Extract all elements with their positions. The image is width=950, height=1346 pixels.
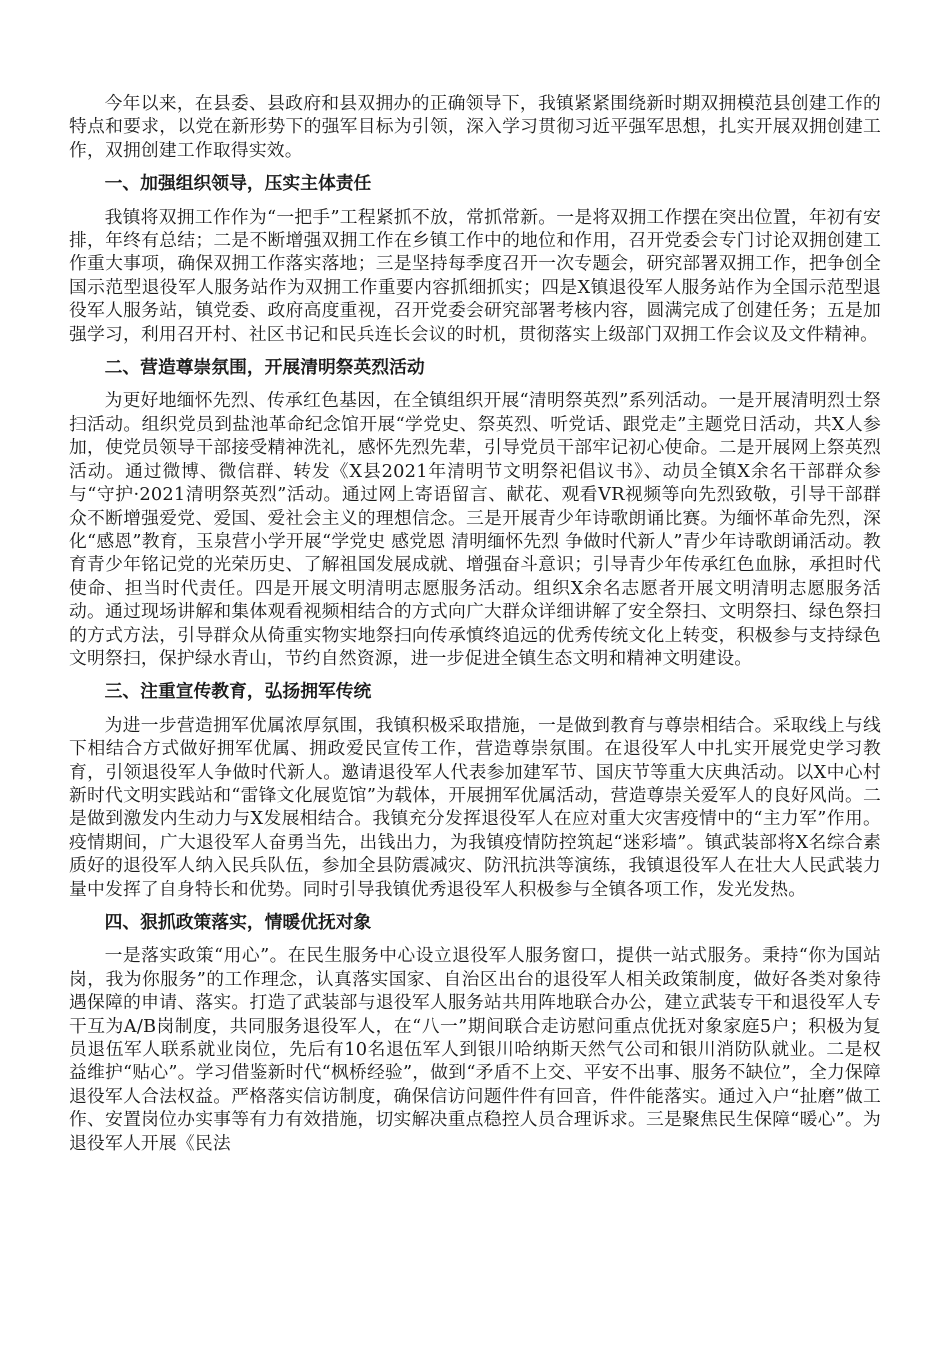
section-2-body: 为更好地缅怀先烈、传承红色基因，在全镇组织开展“清明祭英烈”系列活动。一是开展清明烈士祭扫活动。组织党员到盐池革命纪念馆开展“学党史、祭英烈、听党话、跟党走”主题党日活动，共X人参加，使党员领导干部接受精神洗礼，感怀先烈先辈，引导党员干部牢记初心使命。二是开展网上祭英烈活动。通过微博、微信群、转发《X县2021年清明节文明祭祀倡议书》、动员全镇X余名干部群众参与“守护·2021清明祭英烈”活动。通过网上寄语留言、献花、观看VR视频等向先烈致敬，引导干部群众不断增强爱党、爱国、爱社会主义的理想信念。三是开展青少年诗歌朗诵比赛。为缅怀革命先烈，深化“感恩”教育，玉泉营小学开展“学党史 感党恩 清明缅怀先烈 争做时代新人”青少年诗歌朗诵活动。教育青少年铭记党的光荣历史、了解祖国发展成就、增强奋斗意识；引导青少年传承红色血脉，承担时代使命、担当时代责任。四是开展文明清明志愿服务活动。组织X余名志愿者开展文明清明志愿服务活动。通过现场讲解和集体观看视频相结合的方式向广大群众详细讲解了安全祭扫、文明祭扫、绿色祭扫的方式方法，引导群众从倚重实物实地祭扫向传承慎终追远的优秀传统文化上转变，积极参与支持绿色文明祭扫，保护绿水青山，节约自然资源，进一步促进全镇生态文明和精神文明建设。 [69, 390, 881, 669]
section-1-body: 我镇将双拥工作作为“一把手”工程紧抓不放，常抓常新。一是将双拥工作摆在突出位置，年初有安排，年终有总结；二是不断增强双拥工作在乡镇工作中的地位和作用，召开党委会专门讨论双拥创建工作重大事项，确保双拥工作落实落地；三是坚持每季度召开一次专题会，研究部署双拥工作，把争创全国示范型退役军人服务站作为双拥工作重要内容抓细抓实；四是X镇退役军人服务站作为全国示范型退役军人服务站，镇党委、政府高度重视，召开党委会研究部署考核内容，圆满完成了创建任务；五是加强学习，利用召开村、社区书记和民兵连长会议的时机，贯彻落实上级部门双拥工作会议及文件精神。 [69, 206, 881, 345]
intro-paragraph: 今年以来，在县委、县政府和县双拥办的正确领导下，我镇紧紧围绕新时期双拥模范县创建工作的特点和要求，以党在新形势下的强军目标为引领，深入学习贯彻习近平强军思想，扎实开展双拥创建工作，双拥创建工作取得实效。 [69, 93, 881, 161]
document-page [69, 92, 881, 1155]
section-2-heading: 二、营造尊崇氛围，开展清明祭英烈活动 [104, 357, 425, 379]
section-3-heading: 三、注重宣传教育，弘扬拥军传统 [104, 681, 372, 703]
section-4-heading: 四、狠抓政策落实，情暖优抚对象 [104, 912, 372, 933]
section-4-body: 一是落实政策“用心”。在民生服务中心设立退役军人服务窗口，提供一站式服务。秉持“你为国站岗，我为你服务”的工作理念，认真落实国家、自治区出台的退役军人相关政策制度，做好各类对象待遇保障的申请、落实。打造了武装部与退役军人服务站共用阵地联合办公，建立武装专干和退役军人专干互为A/B岗制度，共同服务退役军人，在“八一”期间联合走访慰问重点优抚对象家庭5户；积极为复员退伍军人联系就业岗位，先后有10名退伍军人到银川哈纳斯天然气公司和银川消防队就业。二是权益维护“贴心”。学习借鉴新时代“枫桥经验”，做到“矛盾不上交、平安不出事、服务不缺位”，全力保障退役军人合法权益。严格落实信访制度，确保信访问题件件有回音，件件能落实。通过入户“扯磨”做工作、安置岗位办实事等有力有效措施，切实解决重点稳控人员合理诉求。三是聚焦民生保障“暖心”。为退役军人开展《民法 [69, 945, 881, 1154]
section-3-body: 为进一步营造拥军优属浓厚氛围，我镇积极采取措施，一是做到教育与尊崇相结合。采取线上与线下相结合方式做好拥军优属、拥政爱民宣传工作，营造尊崇氛围。在退役军人中扎实开展党史学习教育，引领退役军人争做时代新人。邀请退役军人代表参加建军节、国庆节等重大庆典活动。以X中心村新时代文明实践站和“雷锋文化展览馆”为载体，开展拥军优属活动，营造尊崇关爱军人的良好风尚。二是做到激发内生动力与X发展相结合。我镇充分发挥退役军人在应对重大灾害疫情中的“主力军”作用。疫情期间，广大退役军人奋勇当先，出钱出力，为我镇疫情防控筑起“迷彩墙”。镇武装部将X名综合素质好的退役军人纳入民兵队伍，参加全县防震减灾、防汛抗洪等演练，我镇退役军人在壮大人民武装力量中发挥了自身特长和优势。同时引导我镇优秀退役军人积极参与全镇各项工作，发光发热。 [69, 714, 881, 900]
section-1-heading: 一、加强组织领导，压实主体责任 [104, 173, 372, 195]
